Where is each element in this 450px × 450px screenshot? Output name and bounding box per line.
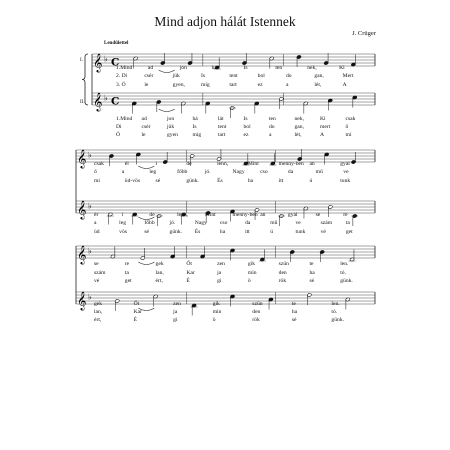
lyric-syllable: leg (149, 169, 157, 175)
lyric-syllable: min (247, 270, 257, 276)
lyric-syllable: üd (94, 229, 100, 235)
lyric-syllable: szám (94, 270, 106, 276)
lyric-syllable: Őt (186, 261, 192, 267)
lyric-syllable: ha (291, 309, 298, 315)
lyric-syllable: Ó (116, 132, 121, 138)
key-signature-flat: ♭ (88, 246, 92, 256)
lyric-syllable: leg (119, 220, 127, 226)
lyric-syllable: gyen (167, 132, 178, 138)
lyric-syllable: jó. (169, 220, 176, 226)
lyric-syllable: 1.Mind (116, 65, 133, 71)
lyric-syllable: ú (309, 178, 313, 184)
lyric-syllable: Kar (133, 309, 142, 315)
lyric-syllable: É (133, 317, 137, 323)
lyric-syllable: menny-ben (278, 161, 304, 167)
lyric-syllable: És (194, 229, 201, 235)
lyric-syllable: szám (320, 220, 333, 226)
treble-clef: 𝄞 (77, 291, 87, 310)
lyric-syllable: ö (247, 278, 251, 284)
lyric-syllable: jon (179, 65, 187, 71)
treble-clef: 𝄞 (77, 149, 87, 168)
lyric-syllable: te (309, 261, 314, 267)
key-signature-flat: ♭ (88, 201, 92, 211)
lyric-syllable: tó. (331, 309, 338, 315)
lyric-syllable: i (155, 161, 158, 167)
lyric-syllable: ta (345, 220, 350, 226)
voice-label-lower: II. (80, 100, 85, 105)
lyric-syllable: nek, (307, 65, 317, 71)
lyric-syllable: lát (218, 116, 224, 122)
lyric-syllable: gek (94, 301, 103, 307)
lyric-syllable: a (94, 220, 97, 226)
lyric-syllable: lenn, (217, 161, 229, 167)
lyric-syllable: ú (270, 229, 274, 235)
lyric-syllable: len. (331, 301, 340, 307)
lyric-syllable: ő (94, 169, 97, 175)
lyric-syllable: ten (275, 65, 283, 71)
lyric-syllable: Mert (342, 73, 354, 79)
lyric-syllable: üd-vös (124, 178, 140, 184)
lyric-syllable: gan, (314, 73, 324, 79)
lyric-syllable: bol (243, 124, 251, 130)
lyric-syllable: gyal (287, 212, 298, 218)
lyric-syllable: günk. (331, 317, 345, 323)
lyric-syllable: mű (315, 169, 323, 175)
lyric-syllable: tart (218, 132, 226, 138)
lyric-syllable: tó. (340, 270, 346, 276)
lyric-syllable: günk. (169, 229, 183, 235)
lyric-syllable: an (309, 161, 315, 167)
lyric-syllable: zen (173, 301, 181, 307)
lyric-syllable: csér (144, 73, 154, 79)
lyric-syllable: mű (270, 220, 278, 226)
lyric-syllable: míg (192, 132, 202, 138)
lyric-syllable: günk. (340, 278, 353, 284)
key-signature-flat: ♭ (104, 93, 108, 103)
lyric-syllable: Mint (204, 212, 216, 218)
treble-clef: 𝄞 (93, 53, 103, 72)
lyric-syllable: É (186, 278, 190, 284)
lyric-syllable: Ki (339, 65, 345, 71)
tempo-marking: Lendülettel (104, 41, 129, 46)
lyric-syllable: jük (172, 73, 180, 79)
lyric-syllable: Is (243, 116, 248, 122)
lyric-syllable: tunk (295, 229, 306, 235)
lyric-syllable: csak (94, 161, 104, 167)
lyric-syllable: gyen, (172, 82, 185, 88)
time-signature: C (111, 95, 120, 108)
slur (138, 262, 154, 265)
system-brace (82, 54, 88, 105)
lyric-syllable: szün (278, 261, 289, 267)
lyric-syllable: tent (218, 124, 227, 130)
lyric-syllable: ve (295, 220, 301, 226)
lyric-syllable: A (320, 132, 325, 138)
slur (159, 109, 175, 112)
lyric-syllable: tunk (340, 178, 351, 184)
lyric-syllable: zen (217, 261, 225, 267)
lyric-syllable: Mint (247, 161, 259, 167)
lyric-syllable: főbb (144, 220, 155, 226)
lyric-syllable: ad (147, 65, 154, 71)
lyric-syllable: ha (309, 270, 315, 276)
lyric-syllable: Is (192, 124, 197, 130)
lyric-syllable: ért, (155, 278, 163, 284)
lyric-syllable: le (141, 132, 146, 138)
lyric-syllable: lét, (314, 82, 322, 88)
lyric-syllable: 3. Ó (116, 82, 126, 88)
lyric-syllable: ö (212, 317, 216, 323)
lyric-syllable: ha (219, 229, 226, 235)
time-signature: C (111, 56, 120, 69)
lyric-syllable: den (278, 270, 287, 276)
lyric-syllable: bol (257, 73, 265, 79)
lyric-syllable: csak (345, 116, 356, 122)
key-signature-flat: ♭ (88, 150, 92, 160)
lyric-syllable: itt (278, 178, 284, 184)
key-signature-flat: ♭ (104, 54, 108, 64)
lyric-syllable: 1.Mind (116, 116, 133, 122)
lyric-syllable: És (217, 178, 223, 184)
lyric-syllable: get (124, 278, 132, 284)
lyric-syllable: Is (243, 65, 248, 71)
lyric-syllable: re (343, 212, 348, 218)
lyric-syllable: mert (320, 124, 331, 130)
lyric-syllable: Ki (320, 116, 326, 122)
lyric-syllable: él (124, 161, 129, 167)
lyric-syllable: csér (141, 124, 151, 130)
lyric-syllable: günk. (186, 178, 199, 184)
lyric-syllable: gek (155, 261, 164, 267)
lyric-syllable: sé (309, 278, 315, 284)
lyric-syllable: jó. (204, 169, 211, 175)
lyric-syllable: Őt (133, 301, 140, 307)
lyric-syllable: sé (144, 229, 150, 235)
lyric-syllable: i (121, 212, 124, 218)
lyric-syllable: rök (252, 317, 260, 323)
lyric-syllable: lenn, (177, 212, 189, 218)
composer-credit: J. Crüger (352, 30, 376, 37)
lyric-syllable: sé (155, 178, 161, 184)
lyric-syllable: menny-ben (232, 212, 258, 218)
lyric-syllable: ten (269, 116, 276, 122)
treble-clef: 𝄞 (77, 245, 87, 264)
lyric-syllable: den (252, 309, 261, 315)
lyric-syllable: se (315, 212, 321, 218)
lyric-syllable: ve (343, 169, 349, 175)
lyric-syllable: sé (291, 317, 297, 323)
lyric-syllable: Di (116, 124, 122, 130)
lyric-syllable: gi (217, 278, 222, 284)
lyric-syllable: gan, (294, 124, 304, 130)
lyric-syllable: nek, (294, 116, 304, 122)
lyric-syllable: gyal (340, 161, 350, 167)
lyric-syllable: lét, (294, 132, 302, 138)
lyric-syllable: a (269, 132, 272, 138)
lyric-syllable: főbb (177, 169, 188, 175)
treble-clef: 𝄞 (77, 200, 87, 219)
lyric-syllable: de (149, 212, 155, 218)
lyric-syllable: an (260, 212, 266, 218)
lyric-syllable: len. (340, 261, 349, 267)
lyric-syllable: ad (141, 116, 147, 122)
lyric-syllable: se (94, 261, 99, 267)
lyric-syllable: szün (252, 301, 263, 307)
lyric-syllable: gi (173, 317, 178, 323)
lyric-syllable: lan, (94, 309, 103, 315)
lyric-syllable: da (287, 169, 294, 175)
lyric-syllable: há (192, 116, 198, 122)
lyric-syllable: míg (201, 82, 210, 88)
lyric-syllable: 2. Di (116, 73, 128, 79)
lyric-syllable: ja (173, 309, 178, 315)
lyric-syllable: vös (119, 229, 127, 235)
lyric-syllable: há (211, 65, 217, 71)
lyric-syllable: tart (229, 82, 237, 88)
lyric-syllable: cso (219, 220, 228, 226)
score-title: Mind adjon hálát Istennek (154, 14, 296, 29)
lyric-syllable: jon (167, 116, 175, 122)
lyric-syllable: ez (257, 82, 263, 88)
lyric-syllable: le (144, 82, 149, 88)
lyric-syllable: a (286, 82, 289, 88)
lyric-syllable: gik (212, 301, 220, 307)
lyric-syllable: te (291, 301, 296, 307)
lyric-syllable: get (345, 229, 353, 235)
lyric-syllable: de (186, 161, 192, 167)
lyric-syllable: do (286, 73, 292, 79)
lyric-syllable: ta (124, 270, 129, 276)
lyric-syllable: cso (260, 169, 268, 175)
lyric-syllable: vé (94, 278, 100, 284)
lyric-syllable: Nagy (232, 169, 245, 175)
lyric-syllable: tent (229, 73, 238, 79)
lyric-syllable: mi (94, 178, 100, 184)
lyric-syllable: min (212, 309, 222, 315)
lyric-syllable: ez (243, 132, 249, 138)
voice-label-upper: I. (80, 58, 83, 63)
lyric-syllable: rök (278, 278, 287, 284)
lyric-syllable: vé (320, 229, 326, 235)
lyric-syllable: ha (247, 178, 254, 184)
lyric-syllable: Kar (186, 270, 195, 276)
treble-clef: 𝄞 (93, 92, 103, 111)
lyric-syllable: re (124, 261, 130, 267)
lyric-syllable: ja (217, 270, 222, 276)
lyric-syllable: ér (94, 212, 99, 218)
lyric-syllable: itt (245, 229, 250, 235)
lyric-syllable: ért, (94, 317, 102, 323)
lyric-syllable: do (269, 124, 275, 130)
lyric-syllable: lan, (155, 270, 164, 276)
lyric-syllable: jük (167, 124, 175, 130)
lyric-syllable: A (342, 82, 347, 88)
lyric-syllable: mi (345, 132, 352, 138)
key-signature-flat: ♭ (88, 292, 92, 302)
lyric-syllable: da (245, 220, 251, 226)
lyric-syllable: ő (345, 124, 349, 130)
lyric-syllable: gik (247, 261, 256, 267)
lyric-syllable: a (121, 169, 125, 175)
lyric-syllable: Nagy (194, 220, 207, 226)
lyric-syllable: Is (201, 73, 206, 79)
